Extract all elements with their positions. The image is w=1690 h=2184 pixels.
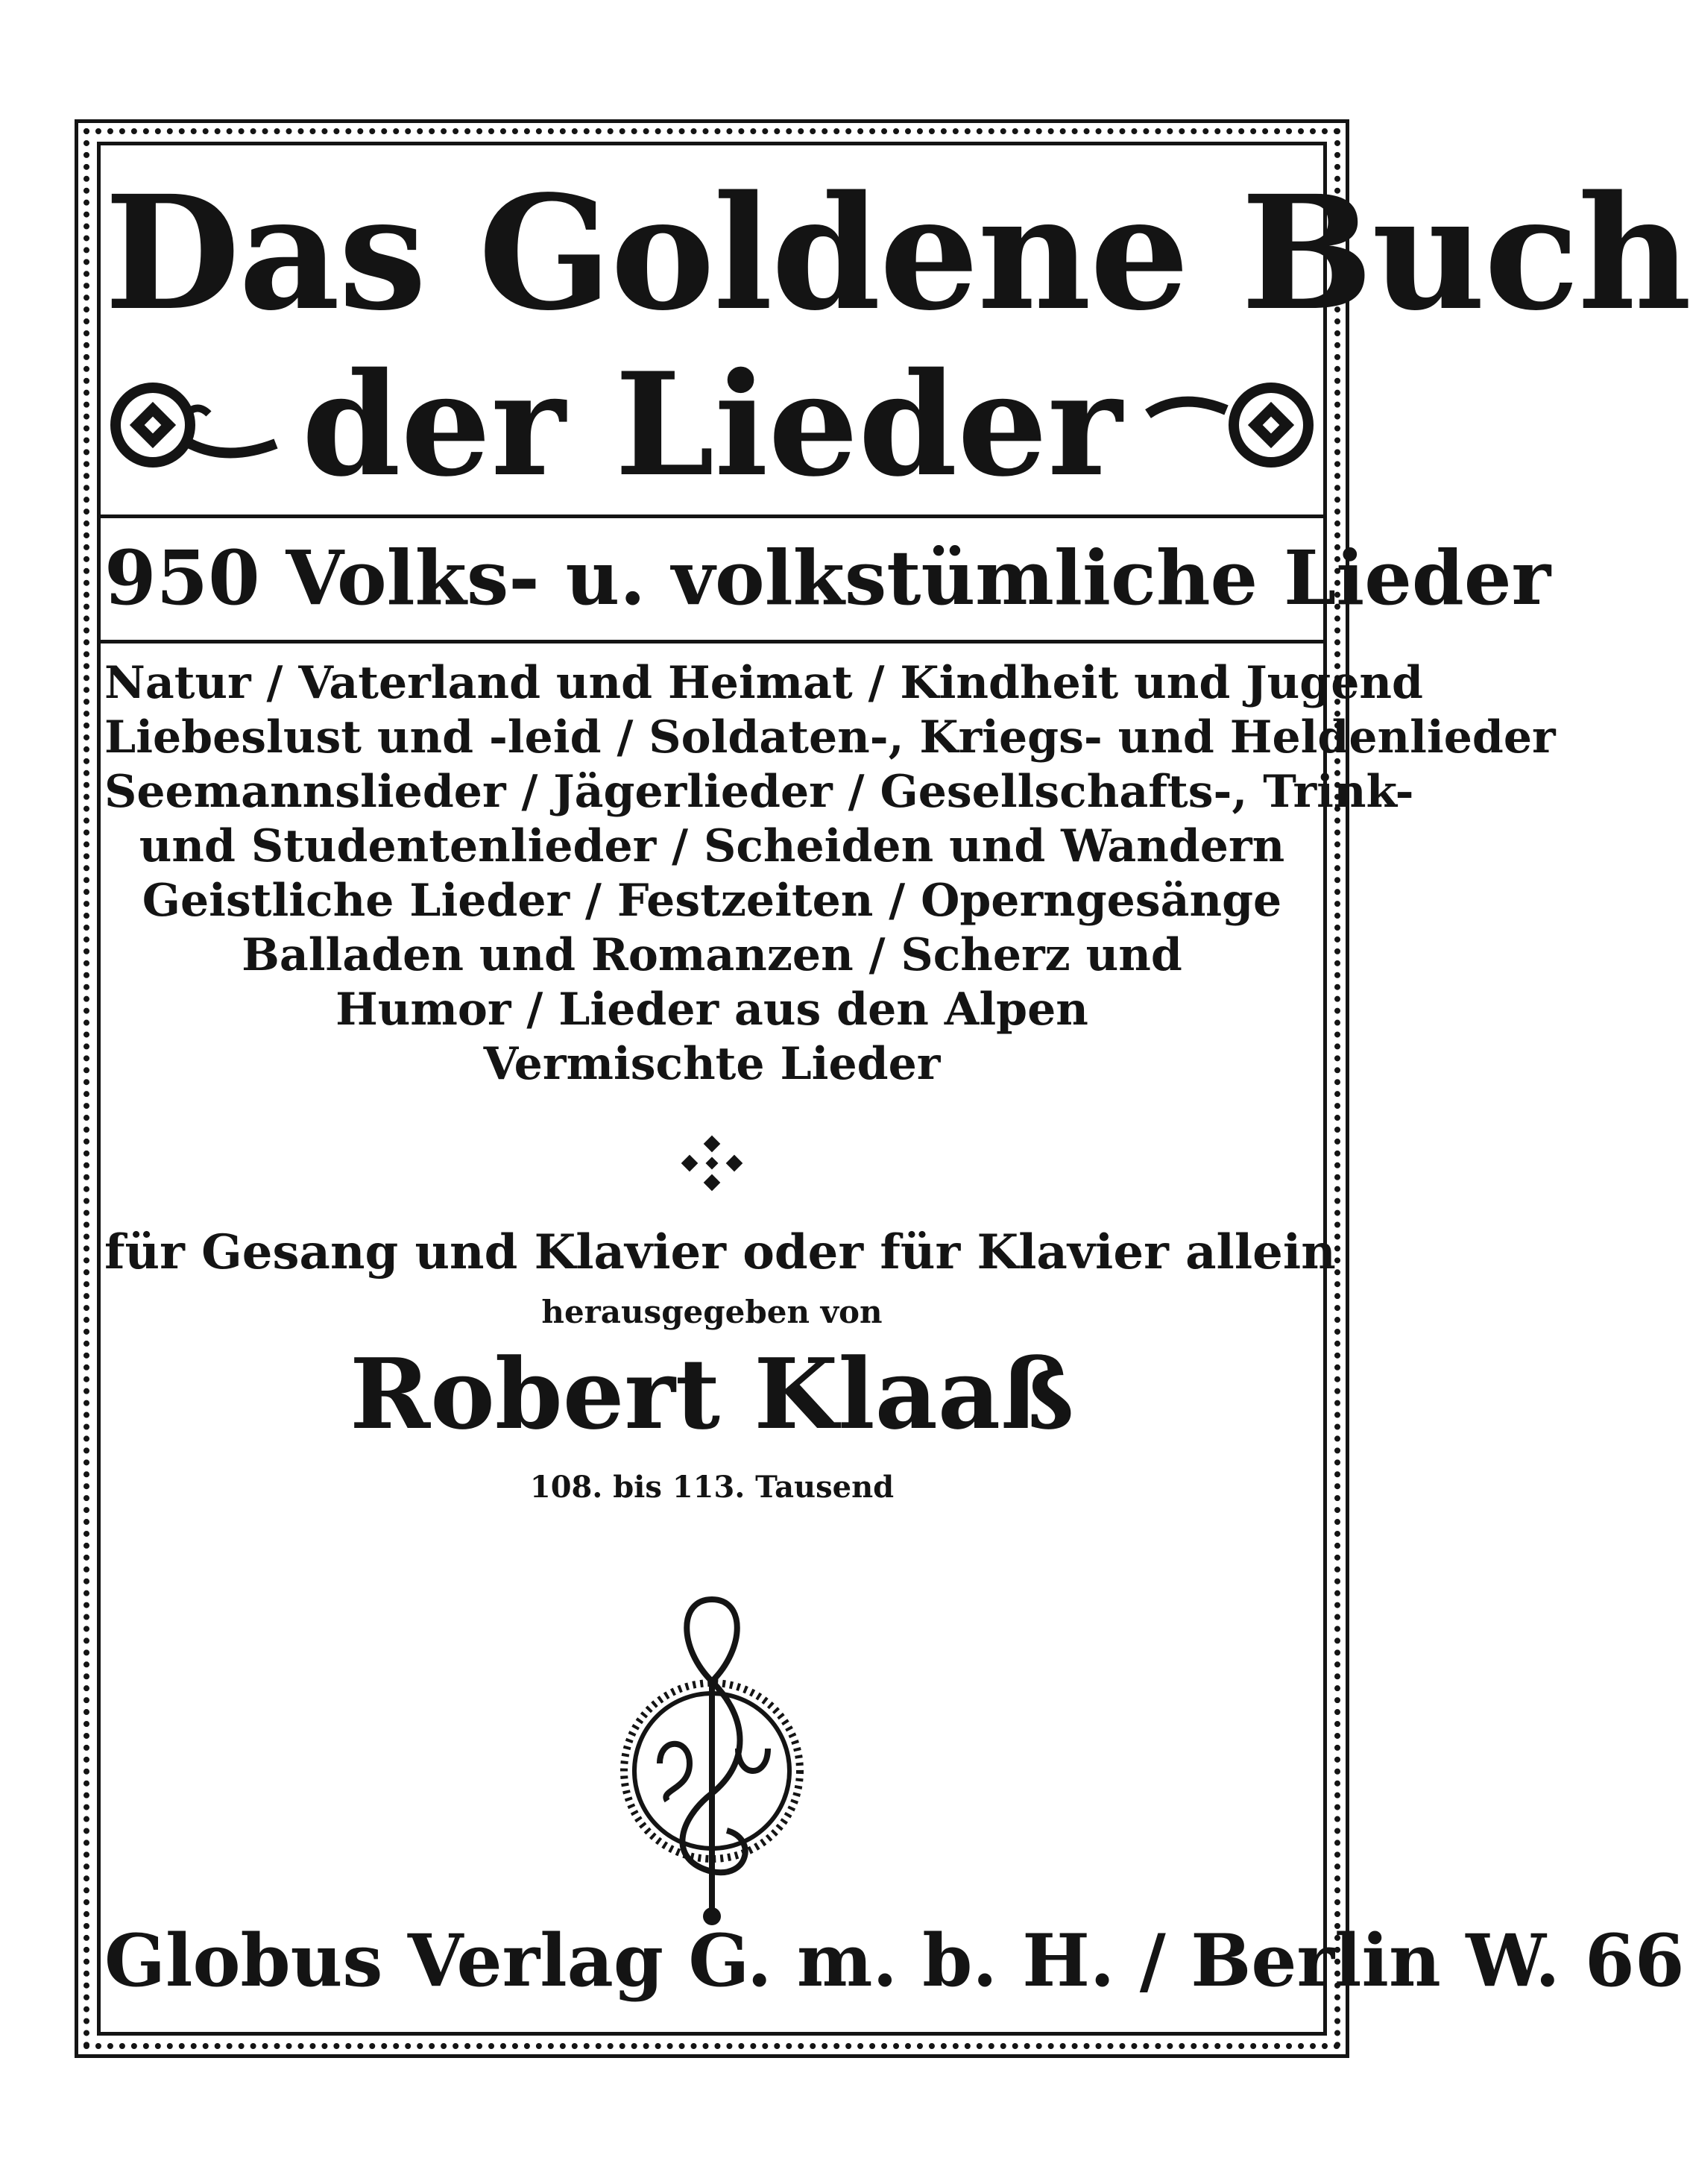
title-line-1: Das Goldene Buch — [104, 161, 1690, 345]
category-line: Liebeslust und -leid / Soldaten-, Kriegs- und Heldenlieder — [104, 711, 1556, 764]
subtitle: 950 Volks- u. volkstümliche Lieder — [104, 534, 1551, 622]
category-line: Humor / Lieder aus den Alpen — [335, 984, 1088, 1036]
title-divider-rule — [97, 514, 1327, 518]
instrumentation-line: für Gesang und Klavier oder für Klavier allein — [104, 1224, 1336, 1280]
title-line-2-row — [104, 342, 1319, 508]
edition-note: 108. bis 113. Tausend — [529, 1470, 895, 1505]
subtitle-divider-rule — [97, 640, 1327, 643]
category-list — [104, 656, 1556, 1092]
category-line: Seemannslieder / Jägerlieder / Gesellschafts-, Trink- — [104, 766, 1414, 818]
diamond-knot-ornament-icon — [1133, 369, 1319, 481]
cross-diamond-ornament-icon — [675, 1133, 749, 1193]
publisher-line: Globus Verlag G. m. b. H. / Berlin W. 66 — [104, 1919, 1685, 2003]
category-line: und Studentenlieder / Scheiden und Wandern — [139, 820, 1285, 872]
category-line: Geistliche Lieder / Festzeiten / Operngesänge — [142, 875, 1282, 927]
diamond-knot-ornament-icon — [104, 369, 291, 481]
category-line: Vermischte Lieder — [483, 1038, 941, 1090]
category-line: Natur / Vaterland und Heimat / Kindheit und Jugend — [104, 657, 1423, 709]
editor-intro: herausgegeben von — [541, 1294, 883, 1330]
treble-clef-monogram-icon — [608, 1577, 816, 1942]
editor-name: Robert Klaaß — [350, 1337, 1074, 1451]
title-line-2: der Lieder — [301, 342, 1123, 508]
category-line: Balladen und Romanzen / Scherz und — [242, 929, 1182, 981]
